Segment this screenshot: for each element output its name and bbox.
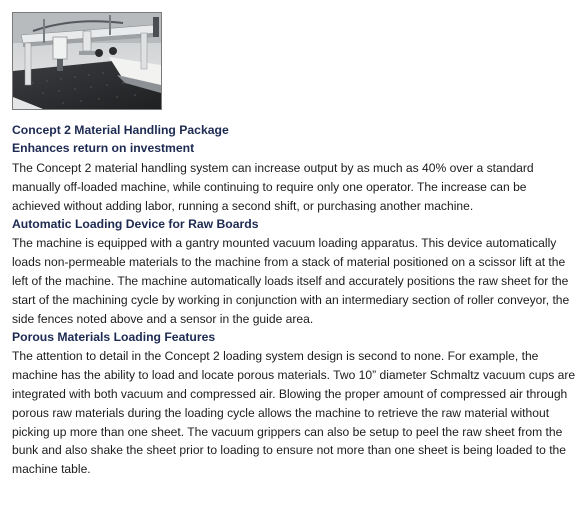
section-title: Concept 2 Material Handling Package bbox=[12, 123, 229, 137]
section-subtitle: Enhances return on investment bbox=[12, 141, 195, 155]
section-paragraph: The machine is equipped with a gantry mounted vacuum loading apparatus. This device automatically loads non-permeable materials to the machine from a stack of material positioned on a scissor lift at the left of the machine. The machine automatically loads itself and accurately positions the raw sheet for the start of the machining cycle by working in conjunction with an intermediary section of roller conveyor, the side fences noted above and a sensor in the guide area. bbox=[12, 236, 570, 326]
bottom-fade-overlay bbox=[0, 503, 582, 525]
section-title: Automatic Loading Device for Raw Boards bbox=[12, 217, 259, 232]
cnc-router-machine-photo-icon bbox=[13, 13, 161, 109]
section-title: Porous Materials Loading Features bbox=[12, 330, 216, 345]
section-paragraph: The Concept 2 material handling system can increase output by as much as 40% over a standard manually off-loaded machine, while continuing to require only one operator. The increase can be achieved without adding labor, running a second shift, or purchasing another machine. bbox=[12, 161, 534, 213]
machine-photo bbox=[12, 12, 162, 110]
section-paragraph: The attention to detail in the Concept 2 loading system design is second to none. For example, the machine has the ability to load and locate porous materials. Two 10” diameter Schmaltz vacuum cups are integrated with both vacuum and compressed air. Blowing the proper amount of compressed air through porous raw materials during the loading cycle allows the machine to retrieve the raw material without picking up more than one sheet. The vacuum grippers can also be setup to peel the raw sheet from the bunk and also shake the sheet prior to loading to ensure not more than one sheet is being loaded to the machine table. bbox=[12, 349, 576, 477]
document-body bbox=[12, 121, 578, 479]
